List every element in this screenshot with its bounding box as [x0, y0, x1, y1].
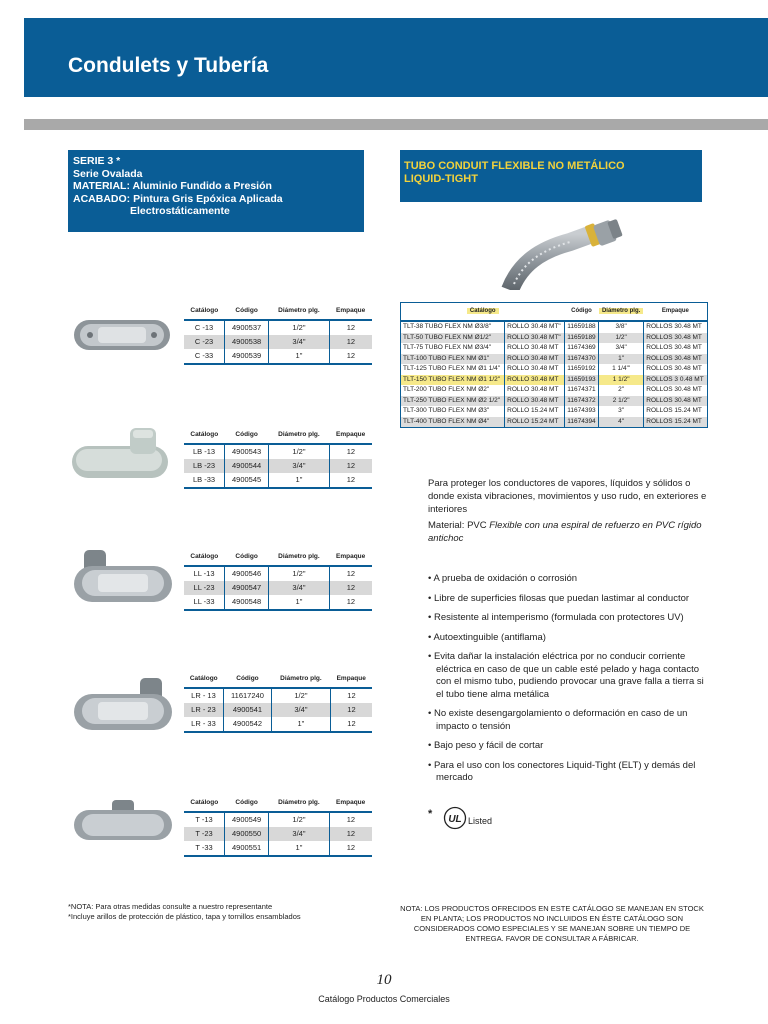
material-text: Material: PVC Flexible con una espiral de refuerzo en PVC rígido antichoc — [428, 520, 702, 544]
tubo-title — [404, 160, 625, 186]
serie-line: ACABADO: Pintura Gris Epóxica Aplicada — [73, 192, 283, 205]
col-diametro: Diámetro plg. — [269, 426, 330, 444]
feature-list — [428, 573, 708, 792]
col-diametro: Diámetro plg. — [269, 302, 330, 320]
list-item: • A prueba de oxidación o corrosión — [428, 573, 578, 584]
col-codigo: Código — [225, 794, 269, 812]
col-codigo: Código — [225, 548, 269, 566]
table-row: LR - 13 11617240 1/2" 12 — [184, 688, 372, 703]
condulet-lb-image — [68, 426, 178, 484]
condulet-table-lb — [184, 426, 372, 489]
col-catalogo: Catálogo — [401, 303, 565, 322]
table-row: TLT-38 TUBO FLEX NM Ø3/8" ROLLO 30.48 MT" 11659188 3/8" ROLLOS 30.48 MT — [401, 321, 708, 333]
page-title: Condulets y Tubería — [68, 54, 269, 77]
col-diametro: Diámetro plg. — [269, 794, 330, 812]
table-row: TLT-150 TUBO FLEX NM Ø1 1/2" ROLLO 30.48 MT 11659193 1 1/2" ROLLOS 3 0.48 MT — [401, 375, 708, 386]
col-codigo: Código — [225, 426, 269, 444]
table-row: TLT-50 TUBO FLEX NM Ø1/2" ROLLO 30.48 MT" 11659189 1/2" ROLLOS 30.48 MT — [401, 333, 708, 344]
table-row: TLT-300 TUBO FLEX NM Ø3" ROLLO 15.24 MT 11674393 3" ROLLOS 15.24 MT — [401, 406, 708, 417]
list-item: • No existe desengargolamiento o deformación en caso de un impacto o tensión — [428, 708, 688, 732]
serie-info-box — [68, 150, 364, 232]
flexible-conduit-image — [500, 214, 630, 290]
ul-star: * — [428, 808, 433, 820]
list-item: • Resistente al intemperismo (formulada con protectores UV) — [428, 612, 684, 623]
table-row: T -33 4900551 1" 12 — [184, 841, 372, 856]
table-row: TLT-400 TUBO FLEX NM Ø4" ROLLO 15.24 MT 11674394 4" ROLLOS 15.24 MT — [401, 417, 708, 428]
list-item: • Autoextinguible (antiflama) — [428, 631, 546, 643]
table-row: LB -13 4900543 1/2" 12 — [184, 444, 372, 459]
list-item: • Libre de superficies filosas que puedan lastimar al conductor — [428, 592, 690, 604]
table-row: TLT-250 TUBO FLEX NM Ø2 1/2" ROLLO 30.48 MT 11674372 2 1/2" ROLLOS 30.48 MT — [401, 396, 708, 407]
serie-line: Electrostáticamente — [130, 205, 230, 217]
table-row: TLT-200 TUBO FLEX NM Ø2" ROLLO 30.48 MT 11674371 2" ROLLOS 30.48 MT — [401, 385, 708, 396]
col-catalogo: Catálogo — [184, 302, 225, 320]
table-row: C -13 4900537 1/2" 12 — [184, 320, 372, 335]
condulet-table-ll — [184, 548, 372, 611]
col-empaque: Empaque — [329, 794, 372, 812]
list-item: • Bajo peso y fácil de cortar — [428, 740, 544, 751]
footer-text: Catálogo Productos Comerciales — [318, 994, 450, 1004]
table-row: LR - 33 4900542 1" 12 — [184, 717, 372, 732]
list-item: • Para el uso con los conectores Liquid-Tight (ELT) y demás del mercado — [428, 759, 696, 783]
table-row: TLT-75 TUBO FLEX NM Ø3/4" ROLLO 30.48 MT 11674369 3/4" ROLLOS 30.48 MT — [401, 343, 708, 354]
serie-line: SERIE 3 * — [73, 155, 121, 167]
serie-line: MATERIAL: Aluminio Fundido a Presión — [73, 180, 272, 192]
col-catalogo: Catálogo — [184, 670, 223, 688]
table-row: C -23 4900538 3/4" 12 — [184, 335, 372, 349]
condulet-table-t — [184, 794, 372, 857]
condulet-ll-image — [70, 548, 176, 610]
ul-listed-text: Listed — [468, 816, 493, 826]
col-diametro: Diámetro plg. — [269, 548, 330, 566]
table-row: LB -33 4900545 1" 12 — [184, 473, 372, 488]
col-codigo: Código — [223, 670, 271, 688]
notes-left: *NOTA: Para otras medidas consulte a nuestro representante *Incluye arillos de protección de plástico, tapa y tornillos ensamblados — [68, 902, 301, 921]
table-row: LB -23 4900544 3/4" 12 — [184, 459, 372, 473]
serie-line: Serie Ovalada — [73, 167, 143, 180]
col-diametro: Diámetro plg. — [271, 670, 330, 688]
col-codigo: Código — [225, 302, 269, 320]
svg-text:UL: UL — [448, 814, 462, 825]
table-row: C -33 4900539 1" 12 — [184, 349, 372, 364]
table-row: T -13 4900549 1/2" 12 — [184, 812, 372, 827]
table-row: LL -13 4900546 1/2" 12 — [184, 566, 372, 581]
list-item: • Evita dañar la instalación eléctrica por no conducir corriente eléctrica en caso de que un cable esté pelado y haga contacto con el mismo tubo, pudiendo provocar una grave falla a tierra si el tubo tiene alma metálica — [428, 651, 704, 700]
condulet-table-c — [184, 302, 372, 365]
condulet-c-image — [70, 314, 174, 356]
tubo-title-line: TUBO CONDUIT FLEXIBLE NO METÁLICO — [404, 160, 625, 172]
table-row: TLT-125 TUBO FLEX NM Ø1 1/4" ROLLO 30.48 MT 11659192 1 1/4"' ROLLOS 30.48 MT — [401, 364, 708, 375]
notes-right: NOTA: LOS PRODUCTOS OFRECIDOS EN ESTE CATÁLOGO SE MANEJAN EN STOCK EN PLANTA; LOS PRODUCTOS NO INCLUIDOS EN ÉSTE CATÁLOGO SON CONSIDERADOS COMO ESPECIALES Y SE MANEJAN SOBRE UN TIEMPO DE ENTREGA. FAVOR DE CONSULTAR A FÁBRICAR. — [400, 904, 704, 943]
col-catalogo: Catálogo — [184, 426, 225, 444]
table-row: LR - 23 4900541 3/4" 12 — [184, 703, 372, 717]
col-empaque: Empaque — [329, 426, 372, 444]
col-empaque: Empaque — [644, 303, 708, 322]
col-empaque: Empaque — [329, 302, 372, 320]
col-empaque: Empaque — [330, 670, 372, 688]
ul-logo-icon — [442, 806, 468, 830]
table-row: T -23 4900550 3/4" 12 — [184, 827, 372, 841]
col-codigo: Código — [564, 303, 598, 322]
condulet-lr-image — [70, 676, 176, 736]
tubo-flex-table — [400, 302, 708, 428]
table-row: LL -33 4900548 1" 12 — [184, 595, 372, 610]
col-diametro: Diámetro plg. — [599, 303, 644, 322]
tubo-title-line: LIQUID-TIGHT — [404, 173, 478, 185]
condulet-table-lr — [184, 670, 372, 733]
col-catalogo: Catálogo — [184, 548, 225, 566]
condulet-t-image — [70, 800, 176, 844]
table-row: TLT-100 TUBO FLEX NM Ø1" ROLLO 30.48 MT 11674370 1" ROLLOS 30.48 MT — [401, 354, 708, 365]
col-catalogo: Catálogo — [184, 794, 225, 812]
divider-band — [24, 119, 768, 130]
description-text: Para proteger los conductores de vapores, líquidos y sólidos o donde exista vibraciones, movimientos y uso rudo, en exteriores e interiores — [428, 478, 707, 515]
page-number: 10 — [376, 972, 392, 988]
table-row: LL -23 4900547 3/4" 12 — [184, 581, 372, 595]
col-empaque: Empaque — [329, 548, 372, 566]
